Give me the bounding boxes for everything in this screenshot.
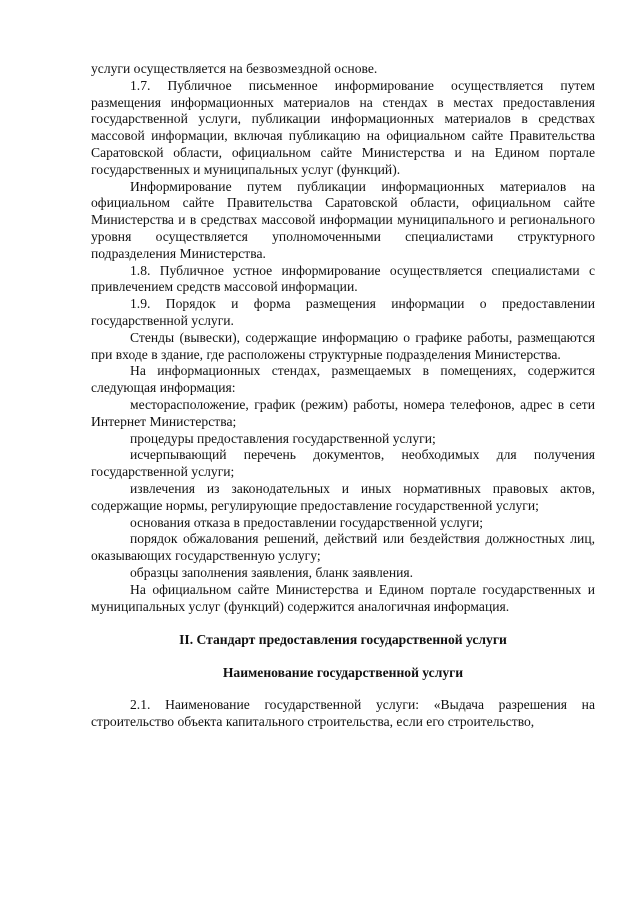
list-item-refusal-grounds: основания отказа в предоставлении государственной услуги; [130, 514, 484, 530]
paragraph-1-7: 1.7. Публичное письменное информирование осуществляется путем размещения информационных материалов на стендах в местах предоставления государственной услуги, публикации информационных материалов в средствах массовой информации, включая публикацию на официальном сайте Правительства Саратовской области, официальном сайте Министерства и на Едином портале государственных и муниципальных услуг (функций). [91, 77, 595, 177]
list-item-documents: исчерпывающий перечень документов, необходимых для получения государственной услуги; [91, 447, 595, 480]
paragraph-informing-publication: Информирование путем публикации информационных материалов на официальном сайте Правительства Саратовской области, официальном сайте Министерства и в средствах массовой информации муниципального и регионального уровня осуществляется уполномоченными специалистами структурного подразделения Министерства. [91, 178, 595, 261]
paragraph-stands: Стенды (вывески), содержащие информацию о графике работы, размещаются при входе в здание, где расположены структурные подразделения Министерства. [91, 329, 595, 362]
subsection-heading: Наименование государственной услуги [222, 665, 464, 681]
paragraph-1-8: 1.8. Публичное устное информирование осуществляется специалистами с привлечением средств массовой информации. [91, 262, 595, 295]
list-item-location: месторасположение, график (режим) работы, номера телефонов, адрес в сети Интернет Министерства; [91, 396, 595, 429]
list-item-procedures: процедуры предоставления государственной услуги; [130, 430, 436, 446]
paragraph-1-9: 1.9. Порядок и форма размещения информации о предоставлении государственной услуги. [91, 296, 595, 328]
paragraph-official-site: На официальном сайте Министерства и Едином портале государственных и муниципальных услуг (функций) содержится аналогичная информация. [91, 581, 595, 614]
paragraph-info-stands: На информационных стендах, размещаемых в помещениях, содержится следующая информация: [91, 363, 595, 396]
paragraph-continuation: услуги осуществляется на безвозмездной основе. [91, 61, 378, 76]
paragraph-2-1: 2.1. Наименование государственной услуги: «Выдача разрешения на строительство объекта капитального строительства, если его строительство, [91, 696, 595, 729]
list-item-appeal-procedure: порядок обжалования решений, действий или бездействия должностных лиц, оказывающих государственную услугу; [91, 531, 595, 564]
list-item-forms: образцы заполнения заявления, бланк заявления. [130, 564, 414, 580]
list-item-extracts: извлечения из законодательных и иных нормативных правовых актов, содержащие нормы, регулирующие предоставление государственной услуги; [91, 480, 595, 513]
document-body [91, 61, 595, 730]
section-heading: II. Стандарт предоставления государственной услуги [179, 632, 507, 648]
